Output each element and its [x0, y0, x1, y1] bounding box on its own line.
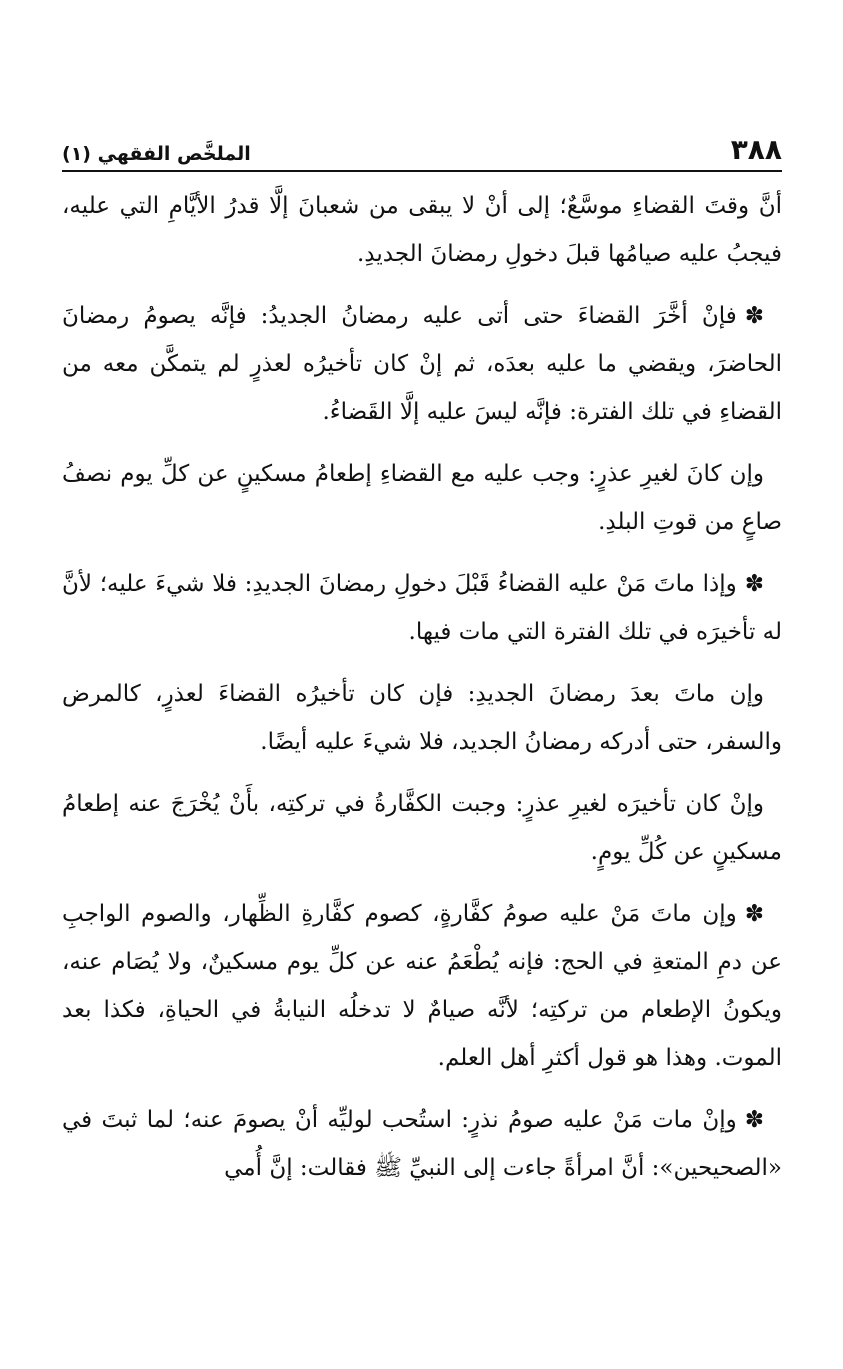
paragraph [62, 450, 782, 546]
paragraph-text: وإن كانَ لغيرِ عذرٍ: وجب عليه مع القضاءِ إطعامُ مسكينٍ عن كلِّ يوم نصفُ صاعٍ من قوتِ البلدِ. [62, 461, 782, 535]
paragraph [62, 890, 782, 1082]
paragraph [62, 182, 782, 278]
paragraph [62, 780, 782, 876]
paragraph-text: أنَّ وقتَ القضاءِ موسَّعٌ؛ إلى أنْ لا يبقى من شعبانَ إلَّا قدرُ الأيَّامِ التي عليه، فيجبُ عليه صيامُها قبلَ دخولِ رمضانَ الجديدِ. [62, 193, 782, 267]
bullet-icon: ✽ [744, 571, 764, 597]
page-number: ٣٨٨ [730, 133, 782, 166]
paragraph [62, 560, 782, 656]
paragraph-text: وإذا ماتَ مَنْ عليه القضاءُ قَبْلَ دخولِ رمضانَ الجديدِ: فلا شيءَ عليه؛ لأنَّ له تأخيرَه في تلك الفترة التي مات فيها. [62, 571, 782, 645]
paragraph [62, 670, 782, 766]
body-text [62, 182, 782, 1192]
page-header [62, 128, 782, 172]
book-page [62, 128, 782, 1206]
bullet-icon: ✽ [744, 1107, 764, 1133]
paragraph [62, 1096, 782, 1192]
bullet-icon: ✽ [744, 303, 764, 329]
bullet-icon: ✽ [744, 901, 764, 927]
paragraph [62, 292, 782, 436]
paragraph-text: وإنْ كان تأخيرَه لغيرِ عذرٍ: وجبت الكفَّارةُ في تركتِه، بأَنْ يُخْرَجَ عنه إطعامُ مسكينٍ عن كُلِّ يومٍ. [62, 791, 782, 865]
paragraph-text: فإنْ أخَّرَ القضاءَ حتى أتى عليه رمضانُ الجديدُ: فإنَّه يصومُ رمضانَ الحاضرَ، ويقضي ما عليه بعدَه، ثم إنْ كان تأخيرُه لعذرٍ لم يتمكَّن معه من القضاءِ في تلك الفترة: فإنَّه ليسَ عليه إلَّا القَضاءُ. [62, 303, 782, 425]
running-title: الملخَّص الفقهي (١) [62, 143, 251, 165]
paragraph-text: وإنْ مات مَنْ عليه صومُ نذرٍ: استُحب لوليِّه أنْ يصومَ عنه؛ لما ثبتَ في «الصحيحين»: أنَّ امرأةً جاءت إلى النبيِّ ﷺ فقالت: إنَّ أُمي [62, 1107, 782, 1181]
paragraph-text: وإن ماتَ بعدَ رمضانَ الجديدِ: فإن كان تأخيرُه القضاءَ لعذرٍ، كالمرض والسفر، حتى أدركه رمضانُ الجديد، فلا شيءَ عليه أيضًا. [62, 681, 782, 755]
paragraph-text: وإن ماتَ مَنْ عليه صومُ كفَّارةٍ، كصوم كفَّارةِ الظِّهار، والصوم الواجبِ عن دمِ المتعةِ في الحج: فإنه يُطْعَمُ عنه عن كلِّ يوم مسكينٌ، ولا يُصَام عنه، ويكونُ الإطعام من تركتِه؛ لأنَّه صيامٌ لا تدخلُه النيابةُ في الحياةِ، فكذا بعد الموت. وهذا هو قول أكثرِ أهل العلم. [62, 901, 782, 1071]
